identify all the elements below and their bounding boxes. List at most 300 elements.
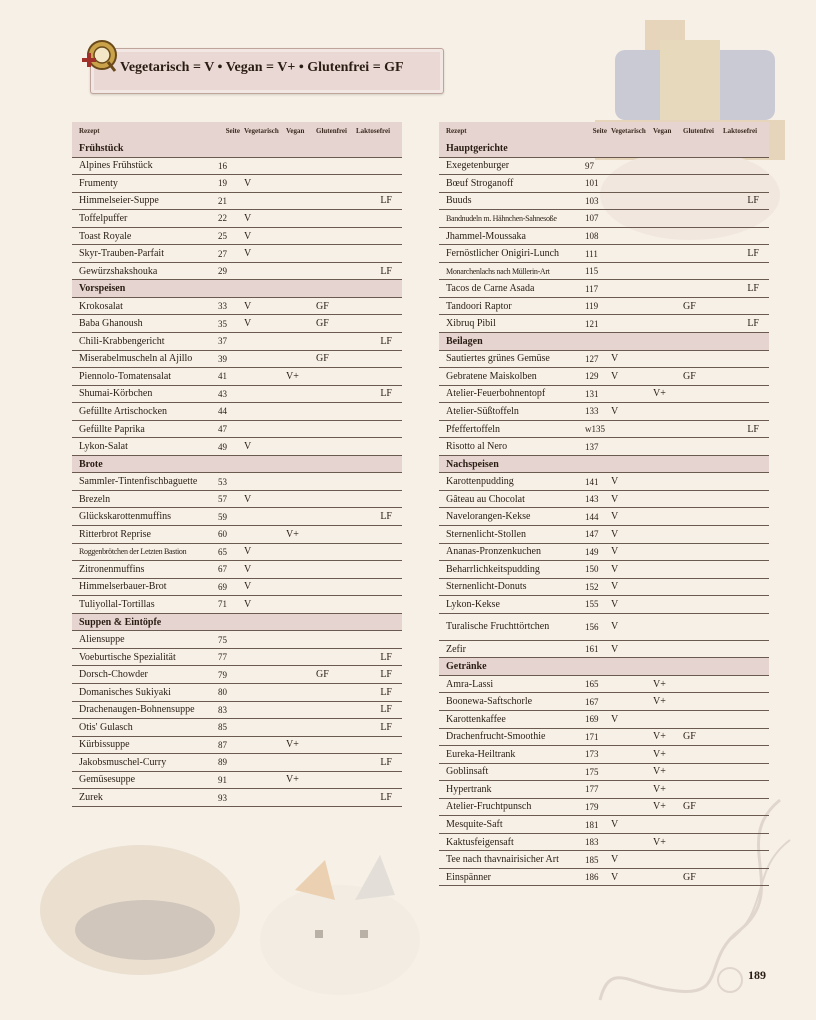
recipe-page: 121 <box>585 318 599 329</box>
table-row <box>72 245 402 263</box>
header-lactosefree: Laktosefrei <box>356 127 391 135</box>
table-row <box>72 737 402 755</box>
vegan-mark: V+ <box>286 370 299 382</box>
recipe-page: 67 <box>218 564 227 575</box>
recipe-name: Risotto al Nero <box>446 441 508 453</box>
recipe-page: 147 <box>585 529 599 540</box>
recipe-name: Xibruq Pibil <box>446 318 496 330</box>
recipe-page: 27 <box>218 248 227 259</box>
recipe-page: 133 <box>585 406 599 417</box>
recipe-page: 161 <box>585 644 599 655</box>
vegan-mark: V+ <box>653 678 666 690</box>
table-row <box>72 544 402 562</box>
recipe-page: 175 <box>585 766 599 777</box>
recipe-page: 137 <box>585 441 599 452</box>
table-row <box>439 614 769 641</box>
recipe-page: 129 <box>585 371 599 382</box>
section-title: Suppen & Eintöpfe <box>79 616 162 628</box>
recipe-page: 127 <box>585 353 599 364</box>
quest-plus-logo-icon <box>80 38 118 76</box>
table-row <box>72 526 402 544</box>
recipe-page: 93 <box>218 792 227 803</box>
recipe-name: Skyr-Trauben-Parfait <box>79 248 164 260</box>
table-row <box>72 351 402 369</box>
table-row <box>72 579 402 597</box>
glutenfree-mark: GF <box>683 871 696 883</box>
recipe-name: Drachenaugen-Bohnensuppe <box>79 704 195 716</box>
recipe-name: Atelier-Süßtoffeln <box>446 405 519 417</box>
recipe-name: Tuliyollal-Tortillas <box>79 598 155 610</box>
recipe-page: 101 <box>585 178 599 189</box>
recipe-page: 77 <box>218 652 227 663</box>
recipe-name: Toast Royale <box>79 230 132 242</box>
table-row <box>439 526 769 544</box>
recipe-page: 22 <box>218 213 227 224</box>
lactosefree-mark: LF <box>380 756 392 768</box>
recipe-name: Gemüsesuppe <box>79 774 136 786</box>
lactosefree-mark: LF <box>380 669 392 681</box>
recipe-page: 85 <box>218 722 227 733</box>
recipe-page: 44 <box>218 406 227 417</box>
recipe-name: Gefüllte Artischocken <box>79 405 168 417</box>
recipe-page: 149 <box>585 546 599 557</box>
header-vegetarian: Vegetarisch <box>244 127 279 135</box>
table-row <box>72 315 402 333</box>
recipe-page: 107 <box>585 213 599 224</box>
vegetarian-mark: V <box>244 248 252 260</box>
header-recipe: Rezept <box>79 127 100 135</box>
vegetarian-mark: V <box>244 581 252 593</box>
recipe-name: Tee nach thavnairisicher Art <box>446 854 559 866</box>
recipe-name: Frumenty <box>79 177 118 189</box>
table-row <box>72 754 402 772</box>
recipe-name: Gâteau au Chocolat <box>446 493 525 505</box>
vegetarian-mark: V <box>611 871 619 883</box>
recipe-page: 141 <box>585 476 599 487</box>
table-row <box>439 508 769 526</box>
table-row <box>72 561 402 579</box>
recipe-page: 69 <box>218 581 227 592</box>
recipe-page: 53 <box>218 476 227 487</box>
section-title: Hauptgerichte <box>446 142 508 154</box>
vegan-mark: V+ <box>653 748 666 760</box>
recipe-name: Bandnudeln m. Hähnchen-Sahnesoße <box>446 213 557 223</box>
recipe-name: Brezeln <box>79 493 111 505</box>
table-row <box>72 772 402 790</box>
recipe-page: 171 <box>585 731 599 742</box>
recipe-name: Gefüllte Paprika <box>79 423 145 435</box>
vegetarian-mark: V <box>611 643 619 655</box>
recipe-page: 165 <box>585 679 599 690</box>
recipe-page: 186 <box>585 872 599 883</box>
table-row <box>72 403 402 421</box>
recipe-name: Sternenlicht-Donuts <box>446 581 527 593</box>
table-row <box>439 676 769 694</box>
recipe-page: 43 <box>218 388 227 399</box>
recipe-table-left <box>72 122 402 807</box>
recipe-page: 167 <box>585 696 599 707</box>
table-row <box>439 315 769 333</box>
table-row <box>439 544 769 562</box>
recipe-name: Beharrlichkeitspudding <box>446 563 540 575</box>
recipe-page: 83 <box>218 704 227 715</box>
lactosefree-mark: LF <box>380 651 392 663</box>
vegetarian-mark: V <box>244 212 252 224</box>
vegetarian-mark: V <box>244 177 252 189</box>
section-header <box>72 280 402 298</box>
recipe-name: Lykon-Salat <box>79 441 128 453</box>
table-row <box>439 579 769 597</box>
recipe-page: 111 <box>585 248 598 259</box>
table-row <box>72 596 402 614</box>
vegan-mark: V+ <box>653 783 666 795</box>
table-row <box>72 333 402 351</box>
lactosefree-mark: LF <box>380 335 392 347</box>
recipe-page: 41 <box>218 371 227 382</box>
vegan-mark: V+ <box>286 528 299 540</box>
section-header <box>439 456 769 474</box>
vegan-mark: V+ <box>653 388 666 400</box>
table-row <box>439 473 769 491</box>
table-row <box>72 386 402 404</box>
table-row <box>439 263 769 281</box>
vegetarian-mark: V <box>611 546 619 558</box>
recipe-name: Ritterbrot Reprise <box>79 528 151 540</box>
glutenfree-mark: GF <box>683 370 696 382</box>
table-row <box>439 193 769 211</box>
table-row <box>439 158 769 176</box>
recipe-page: 97 <box>585 160 594 171</box>
header-page: Seite <box>225 127 240 135</box>
recipe-name: Buuds <box>446 195 472 207</box>
header-vegetarian: Vegetarisch <box>611 127 646 135</box>
recipe-name: Gewürzshakshouka <box>79 265 158 277</box>
section-header <box>72 456 402 474</box>
recipe-page: 25 <box>218 231 227 241</box>
vegetarian-mark: V <box>611 476 619 488</box>
vegetarian-mark: V <box>611 370 619 382</box>
table-row <box>72 789 402 807</box>
table-row <box>439 851 769 869</box>
table-row <box>72 421 402 439</box>
vegetarian-mark: V <box>611 854 619 866</box>
glutenfree-mark: GF <box>316 318 329 330</box>
table-row <box>72 649 402 667</box>
table-row <box>439 491 769 509</box>
recipe-page: 155 <box>585 599 599 610</box>
table-row <box>439 641 769 659</box>
table-header <box>72 122 402 140</box>
table-row <box>72 684 402 702</box>
recipe-name: Shumai-Körbchen <box>79 388 153 400</box>
table-row <box>439 368 769 386</box>
vegetarian-mark: V <box>611 563 619 575</box>
recipe-name: Jakobsmuschel-Curry <box>79 756 167 768</box>
header-vegan: Vegan <box>286 127 305 135</box>
recipe-name: Glückskarottenmuffins <box>79 511 172 523</box>
recipe-name: Voeburtische Spezialität <box>79 651 176 663</box>
recipe-page: 19 <box>218 178 227 189</box>
vegetarian-mark: V <box>244 230 252 242</box>
lactosefree-mark: LF <box>380 721 392 733</box>
glutenfree-mark: GF <box>316 669 329 681</box>
vegan-mark: V+ <box>653 731 666 743</box>
header-glutenfree: Glutenfrei <box>683 127 714 135</box>
recipe-name: Himmelseier-Suppe <box>79 195 159 207</box>
recipe-page: 117 <box>585 283 599 294</box>
recipe-page: 39 <box>218 353 227 364</box>
table-row <box>72 666 402 684</box>
vegetarian-mark: V <box>611 405 619 417</box>
recipe-name: Sternenlicht-Stollen <box>446 528 526 540</box>
recipe-page: 49 <box>218 441 227 452</box>
recipe-name: Toffelpuffer <box>79 212 128 224</box>
recipe-name: Navelorangen-Kekse <box>446 511 531 523</box>
recipe-name: Sammler-Tintenfischbaguette <box>79 476 198 488</box>
recipe-page: 173 <box>585 749 599 760</box>
recipe-page: 75 <box>218 634 227 645</box>
recipe-name: Aliensuppe <box>79 634 125 646</box>
header-lactosefree: Laktosefrei <box>723 127 758 135</box>
recipe-page: 179 <box>585 801 599 812</box>
table-row <box>72 473 402 491</box>
section-title: Vorspeisen <box>79 283 126 295</box>
vegan-mark: V+ <box>286 739 299 751</box>
vegetarian-mark: V <box>611 621 619 633</box>
section-title: Brote <box>79 458 103 470</box>
recipe-name: Atelier-Feuerbohnentopf <box>446 388 546 400</box>
recipe-page: 57 <box>218 494 227 505</box>
recipe-page: 150 <box>585 564 599 575</box>
table-row <box>439 596 769 614</box>
table-row <box>439 729 769 747</box>
table-body <box>439 140 769 886</box>
recipe-page: 131 <box>585 388 599 399</box>
recipe-page: 80 <box>218 687 227 698</box>
recipe-page: 37 <box>218 336 227 347</box>
section-header <box>439 658 769 676</box>
lactosefree-mark: LF <box>747 248 759 260</box>
table-row <box>439 746 769 764</box>
vegetarian-mark: V <box>611 511 619 523</box>
table-row <box>439 799 769 817</box>
table-row <box>439 351 769 369</box>
recipe-name: Hypertrank <box>446 783 492 795</box>
recipe-page: 119 <box>585 301 599 312</box>
vegan-mark: V+ <box>653 836 666 848</box>
recipe-name: Bœuf Stroganoff <box>446 177 514 189</box>
vegan-mark: V+ <box>653 696 666 708</box>
lactosefree-mark: LF <box>380 388 392 400</box>
recipe-page: 35 <box>218 318 227 329</box>
recipe-name: Jhammel-Moussaka <box>446 230 526 242</box>
recipe-page: 181 <box>585 819 599 830</box>
legend-text: Vegetarisch = V • Vegan = V+ • Glutenfrei = GF <box>120 60 404 75</box>
recipe-page: 115 <box>585 266 599 277</box>
recipe-name: Boonewa-Saftschorle <box>446 696 533 708</box>
recipe-name: Himmelserbauer-Brot <box>79 581 167 593</box>
recipe-table-right <box>439 122 769 886</box>
recipe-page: 65 <box>218 546 227 557</box>
vegetarian-mark: V <box>611 598 619 610</box>
vegetarian-mark: V <box>611 713 619 725</box>
section-header <box>439 140 769 158</box>
vegetarian-mark: V <box>244 598 252 610</box>
recipe-page: 71 <box>218 599 227 610</box>
recipe-page: 143 <box>585 494 599 505</box>
recipe-name: Kaktusfeigensaft <box>446 836 514 848</box>
vegan-mark: V+ <box>653 766 666 778</box>
recipe-page: 33 <box>218 301 227 312</box>
recipe-name: Atelier-Fruchtpunsch <box>446 801 532 813</box>
table-row <box>72 438 402 456</box>
recipe-name: Tacos de Carne Asada <box>446 283 535 295</box>
vegetarian-mark: V <box>244 300 252 312</box>
recipe-name: Karottenpudding <box>446 476 514 488</box>
recipe-page: 60 <box>218 529 227 540</box>
recipe-page: 89 <box>218 757 227 768</box>
recipe-name: Exegetenburger <box>446 160 510 172</box>
table-row <box>439 438 769 456</box>
table-row <box>439 210 769 228</box>
recipe-name: Gebratene Maiskolben <box>446 370 537 382</box>
lactosefree-mark: LF <box>380 704 392 716</box>
recipe-name: Otis' Gulasch <box>79 721 133 733</box>
glutenfree-mark: GF <box>683 731 696 743</box>
table-row <box>72 210 402 228</box>
recipe-name: Zitronenmuffins <box>79 563 145 575</box>
recipe-page: 183 <box>585 837 599 848</box>
recipe-name: Drachenfrucht-Smoothie <box>446 731 546 743</box>
recipe-name: Tandoori Raptor <box>446 300 512 312</box>
glutenfree-mark: GF <box>683 801 696 813</box>
table-row <box>439 693 769 711</box>
recipe-name: Roggenbrötchen der Letzten Bastion <box>79 547 187 557</box>
recipe-page: 108 <box>585 231 599 241</box>
header-recipe: Rezept <box>446 127 467 135</box>
vegetarian-mark: V <box>611 493 619 505</box>
section-header <box>72 140 402 158</box>
recipe-name: Eureka-Heiltrank <box>446 748 516 760</box>
recipe-name: Kürbissuppe <box>79 739 130 751</box>
glutenfree-mark: GF <box>316 353 329 365</box>
table-row <box>72 719 402 737</box>
header-vegan: Vegan <box>653 127 672 135</box>
recipe-page: 177 <box>585 784 599 795</box>
recipe-name: Krokosalat <box>79 300 123 312</box>
lactosefree-mark: LF <box>747 318 759 330</box>
recipe-name: Mesquite-Saft <box>446 819 503 830</box>
section-header <box>72 614 402 632</box>
recipe-page: 103 <box>585 195 599 206</box>
table-row <box>72 298 402 316</box>
lactosefree-mark: LF <box>380 265 392 277</box>
recipe-page: 156 <box>585 621 599 632</box>
recipe-page: 79 <box>218 669 227 680</box>
table-row <box>72 228 402 246</box>
table-row <box>439 561 769 579</box>
section-title: Beilagen <box>446 335 483 347</box>
recipe-name: Zurek <box>79 792 103 803</box>
table-row <box>439 175 769 193</box>
recipe-page: w135 <box>585 424 605 435</box>
vegetarian-mark: V <box>611 581 619 593</box>
recipe-name: Ananas-Pronzenkuchen <box>446 546 541 558</box>
recipe-name: Sautiertes grünes Gemüse <box>446 353 550 365</box>
recipe-page: 144 <box>585 511 599 522</box>
lactosefree-mark: LF <box>747 195 759 207</box>
table-row <box>439 280 769 298</box>
table-row <box>439 228 769 246</box>
table-row <box>72 263 402 281</box>
recipe-name: Baba Ghanoush <box>79 318 143 330</box>
lactosefree-mark: LF <box>380 511 392 523</box>
recipe-name: Turalische Fruchttörtchen <box>446 621 550 632</box>
table-row <box>439 711 769 729</box>
recipe-page: 16 <box>218 160 227 171</box>
recipe-page: 59 <box>218 511 227 522</box>
vegan-mark: V+ <box>653 801 666 813</box>
table-row <box>72 158 402 176</box>
section-title: Nachspeisen <box>446 458 499 470</box>
lactosefree-mark: LF <box>380 195 392 207</box>
recipe-page: 29 <box>218 266 227 277</box>
vegetarian-mark: V <box>611 353 619 365</box>
vegetarian-mark: V <box>244 546 252 558</box>
vegetarian-mark: V <box>244 493 252 505</box>
header-glutenfree: Glutenfrei <box>316 127 347 135</box>
vegetarian-mark: V <box>244 318 252 330</box>
recipe-page: 185 <box>585 854 599 865</box>
lactosefree-mark: LF <box>380 686 392 698</box>
bread-deco-icon <box>30 830 250 980</box>
recipe-page: 47 <box>218 424 227 435</box>
recipe-page: 91 <box>218 774 227 785</box>
table-row <box>439 403 769 421</box>
table-row <box>439 869 769 887</box>
section-title: Frühstück <box>79 142 124 154</box>
recipe-name: Miserabelmuscheln al Ajillo <box>79 353 193 365</box>
lactosefree-mark: LF <box>747 423 759 435</box>
table-row <box>72 491 402 509</box>
recipe-name: Domanisches Sukiyaki <box>79 686 171 698</box>
recipe-page: 152 <box>585 581 599 592</box>
table-row <box>439 298 769 316</box>
recipe-page: 87 <box>218 739 227 750</box>
table-header <box>439 122 769 140</box>
recipe-name: Lykon-Kekse <box>446 598 500 610</box>
table-row <box>439 245 769 263</box>
vegetarian-mark: V <box>611 819 619 830</box>
glutenfree-mark: GF <box>316 300 329 312</box>
recipe-name: Chili-Krabbengericht <box>79 335 165 347</box>
recipe-name: Zefir <box>446 643 466 655</box>
vegetarian-mark: V <box>244 441 252 453</box>
table-row <box>72 631 402 649</box>
header-page: Seite <box>592 127 607 135</box>
table-row <box>72 193 402 211</box>
section-header <box>439 333 769 351</box>
recipe-page: 169 <box>585 714 599 725</box>
table-row <box>72 702 402 720</box>
table-row <box>72 368 402 386</box>
page-number: 189 <box>748 968 766 982</box>
cat-deco-icon <box>255 850 425 1000</box>
recipe-name: Fernöstlicher Onigiri-Lunch <box>446 248 560 260</box>
recipe-name: Karottenkaffee <box>446 713 506 725</box>
table-row <box>439 764 769 782</box>
table-row <box>72 508 402 526</box>
